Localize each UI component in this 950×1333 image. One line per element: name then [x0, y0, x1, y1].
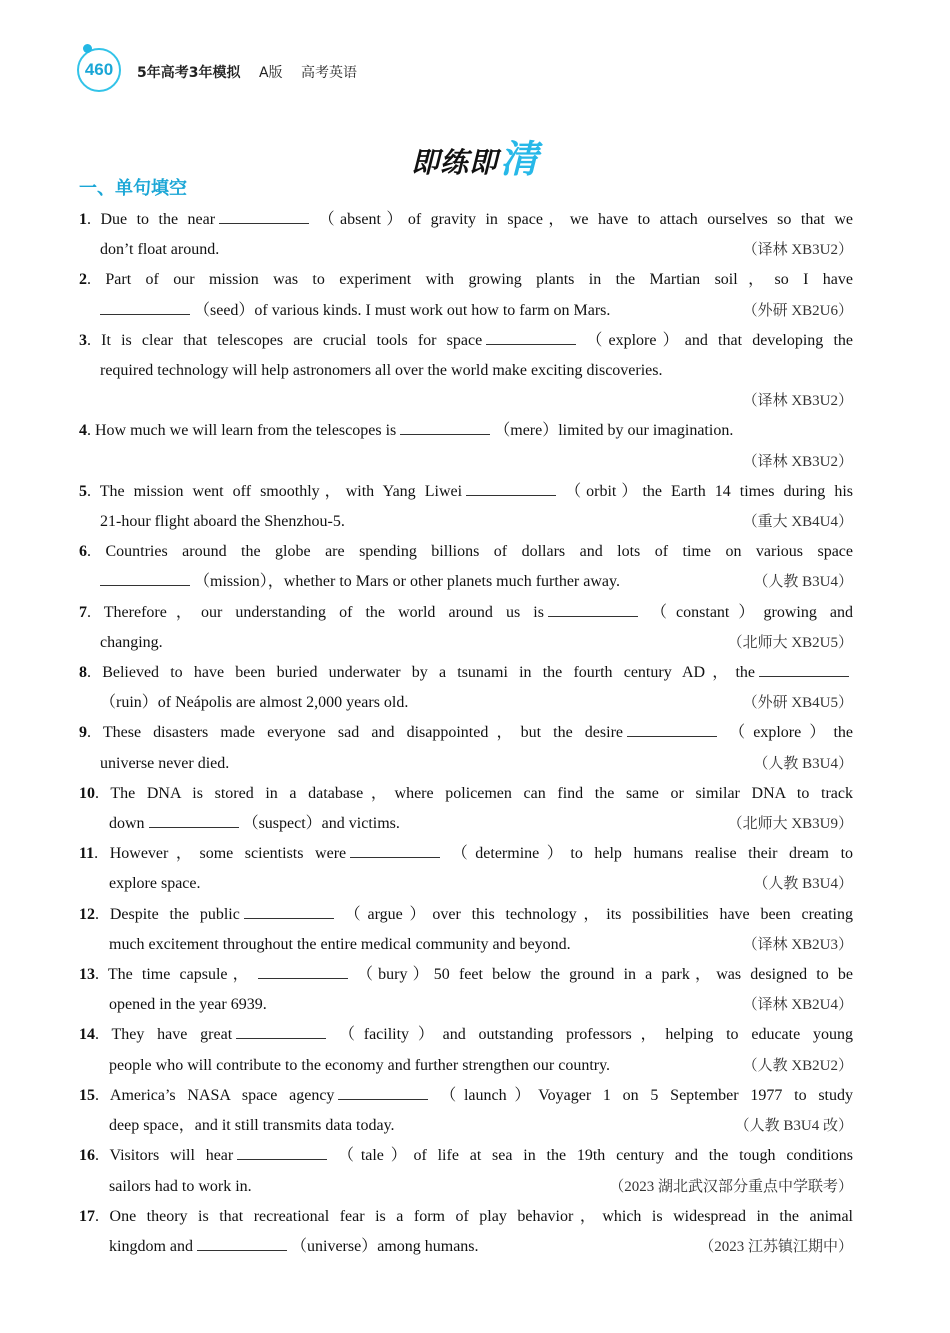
answer-blank[interactable]	[236, 1022, 326, 1039]
question-text: Believed to have been buried underwater by a tsunami in the fourth century AD，the	[102, 664, 756, 682]
answer-blank[interactable]	[759, 660, 849, 677]
question-number: 8	[79, 664, 87, 682]
question-text: opened in the year 6939.	[109, 996, 267, 1014]
question-item: 14. They have great （facility）and outstanding professors，helping to educate young people who will contribute to the economy and further strengthen our country. （人教 XB2U2）	[79, 1020, 853, 1080]
question-text: The time capsule，	[107, 966, 254, 984]
question-item: 5. The mission went off smoothly，with Yang Liwei （orbit）the Earth 14 times during his 21-hour flight aboard the Shenzhou-5. （重大 XB4U4）	[79, 477, 853, 537]
answer-blank[interactable]	[350, 841, 440, 858]
question-hint: （explore）and that developing the	[580, 331, 853, 349]
question-number: 9	[79, 724, 87, 742]
question-hint: （mission），whether to Mars or other planets much further away.	[194, 573, 620, 591]
question-number: 1	[79, 211, 87, 228]
question-item: 3. It is clear that telescopes are crucial tools for space （explore）and that developing the required technology will help astronomers all over the world make exciting discoveries. （译林 XB3U2）	[79, 326, 853, 417]
question-text: Part of our mission was to experiment with growing plants in the Martian soil，so I have	[105, 271, 853, 289]
question-number: 15	[79, 1086, 95, 1104]
question-source: （2023 江苏镇江期中）	[699, 1238, 853, 1255]
answer-blank[interactable]	[219, 207, 309, 224]
section-title-accent: 清	[500, 137, 540, 181]
question-text: Due to the near	[100, 211, 216, 228]
question-list	[79, 205, 853, 1262]
question-source: （人教 XB2U2）	[742, 1057, 853, 1074]
answer-blank[interactable]	[338, 1083, 428, 1100]
answer-blank[interactable]	[237, 1143, 327, 1160]
question-text: deep space，and it still transmits data today.	[109, 1117, 395, 1135]
question-text: explore space.	[109, 875, 201, 893]
question-source: （译林 XB3U2）	[742, 453, 853, 470]
question-number: 5	[79, 482, 87, 500]
question-hint: （seed）of various kinds. I must work out how to farm on Mars.	[194, 301, 611, 319]
question-number: 11	[79, 845, 95, 863]
question-hint: （facility）and outstanding professors，helping to educate young	[330, 1026, 853, 1044]
answer-blank[interactable]	[486, 328, 576, 345]
answer-blank[interactable]	[400, 418, 490, 435]
question-text: One theory is that recreational fear is a form of play behavior，which is widespread in the animal	[109, 1207, 854, 1225]
question-hint: （orbit）the Earth 14 times during his	[560, 482, 853, 500]
answer-blank[interactable]	[197, 1234, 287, 1251]
question-text: universe never died.	[100, 754, 230, 772]
question-text: sailors had to work in.	[109, 1177, 252, 1195]
question-item: 12. Despite the public （argue）over this technology，its possibilities have been creating much excitement throughout the entire medical community and beyond. （译林 XB2U3）	[79, 900, 853, 960]
page-number: 460	[84, 60, 114, 79]
section-title-main: 即练即	[410, 146, 498, 179]
answer-blank[interactable]	[100, 298, 190, 315]
question-number: 12	[79, 905, 95, 923]
question-number: 7	[79, 603, 87, 621]
subject-label: 高考英语	[300, 65, 357, 81]
question-source: （人教 B3U4）	[753, 755, 853, 772]
question-item: 4. How much we will learn from the telescopes is （mere）limited by our imagination. （译林 XB3U2）	[79, 416, 853, 476]
question-source: （译林 XB2U4）	[742, 997, 853, 1014]
badge-dot-icon	[83, 44, 92, 53]
question-item: 11. However，some scientists were （determine）to help humans realise their dream to explore space. （人教 B3U4）	[79, 839, 853, 899]
question-item: 8. Believed to have been buried underwater by a tsunami in the fourth century AD，the （ruin）of Neápolis are almost 2,000 years old. （外研 XB4U5）	[79, 658, 853, 718]
question-text: How much we will learn from the telescopes is	[95, 422, 397, 440]
question-hint: （argue）over this technology，its possibilities have been creating	[337, 905, 853, 923]
page-number-badge	[77, 48, 121, 92]
question-item: 10. The DNA is stored in a database，where policemen can find the same or similar DNA to track down （suspect）and victims. （北师大 XB3U9）	[79, 779, 853, 839]
edition-label: A版	[258, 65, 283, 81]
question-text: However，some scientists were	[109, 845, 347, 863]
question-hint: （bury）50 feet below the ground in a park，was designed to be	[351, 966, 853, 984]
question-text: people who will contribute to the economy and further strengthen our country.	[109, 1056, 611, 1074]
question-number: 2	[79, 271, 87, 289]
question-text: kingdom and	[109, 1237, 193, 1255]
question-hint: （ruin）of Neápolis are almost 2,000 years old.	[100, 694, 409, 712]
question-item: 6. Countries around the globe are spending billions of dollars and lots of time on various space （mission），whether to Mars or other planets much further away. （人教 B3U4）	[79, 537, 853, 597]
question-text: Therefore，our understanding of the world around us is	[103, 603, 544, 621]
answer-blank[interactable]	[244, 902, 334, 919]
question-source: （译林 XB2U3）	[742, 936, 853, 953]
answer-blank[interactable]	[100, 569, 190, 586]
question-text: much excitement throughout the entire medical community and beyond.	[109, 935, 571, 953]
question-hint: （tale）of life at sea in the 19th century and the tough conditions	[331, 1147, 853, 1165]
question-number: 14	[79, 1026, 95, 1044]
question-text: required technology will help astronomers all over the world make exciting discoveries.	[100, 362, 663, 380]
question-item: 13. The time capsule， （bury）50 feet below the ground in a park，was designed to be opened in the year 6939. （译林 XB2U4）	[79, 960, 853, 1020]
question-hint: （mere）limited by our imagination.	[494, 422, 734, 440]
question-hint: （constant）growing and	[641, 603, 853, 621]
question-text: These disasters made everyone sad and disappointed，but the desire	[102, 724, 623, 742]
question-hint: （suspect）and victims.	[242, 815, 400, 833]
question-source: （北师大 XB3U9）	[727, 816, 853, 833]
question-text: The DNA is stored in a database，where policemen can find the same or similar DNA to track	[110, 784, 853, 802]
answer-blank[interactable]	[627, 720, 717, 737]
question-text: 21-hour flight aboard the Shenzhou-5.	[100, 513, 345, 531]
question-text: It is clear that telescopes are crucial tools for space	[101, 331, 483, 349]
question-number: 10	[79, 784, 95, 802]
exercise-heading: 一、单句填空	[79, 178, 187, 199]
question-item: 15. America’s NASA space agency （launch）Voyager 1 on 5 September 1977 to study deep space，and it still transmits data today. （人教 B3U4 改）	[79, 1081, 853, 1141]
question-number: 16	[79, 1147, 95, 1165]
question-source: （外研 XB2U6）	[742, 302, 853, 319]
answer-blank[interactable]	[466, 479, 556, 496]
question-item: 1. Due to the near （absent）of gravity in space，we have to attach ourselves so that we don’t float around. （译林 XB3U2）	[79, 205, 853, 265]
answer-blank[interactable]	[149, 811, 239, 828]
question-item: 2. Part of our mission was to experiment with growing plants in the Martian soil，so I have （seed）of various kinds. I must work out how to farm on Mars. （外研 XB2U6）	[79, 265, 853, 325]
question-text: Despite the public	[109, 905, 240, 923]
question-hint: （absent）of gravity in space，we have to attach ourselves so that we	[313, 211, 853, 228]
question-item: 16. Visitors will hear （tale）of life at sea in the 19th century and the tough conditions sailors had to work in. （2023 湖北武汉部分重点中学联考）	[79, 1141, 853, 1201]
question-item: 9. These disasters made everyone sad and disappointed，but the desire （explore）the universe never died. （人教 B3U4）	[79, 718, 853, 778]
question-number: 4	[79, 422, 87, 440]
question-text: don’t float around.	[100, 241, 220, 259]
question-text: Visitors will hear	[109, 1147, 234, 1165]
question-hint: （explore）the	[721, 724, 853, 742]
question-hint: （determine）to help humans realise their dream to	[444, 845, 854, 863]
question-source: （重大 XB4U4）	[742, 514, 853, 531]
question-text: The mission went off smoothly，with Yang Liwei	[99, 482, 463, 500]
question-text: Countries around the globe are spending billions of dollars and lots of time on various space	[105, 543, 854, 561]
question-source: （人教 B3U4）	[753, 574, 853, 591]
question-hint: （universe）among humans.	[291, 1237, 479, 1255]
question-item: 7. Therefore，our understanding of the world around us is （constant）growing and changing. （北师大 XB2U5）	[79, 598, 853, 658]
question-number: 3	[79, 331, 87, 349]
question-text: They have great	[111, 1026, 233, 1044]
question-number: 6	[79, 543, 87, 561]
question-text: down	[109, 815, 145, 833]
book-title: 5年高考3年模拟	[137, 65, 241, 81]
answer-blank[interactable]	[258, 962, 348, 979]
question-source: （译林 XB3U2）	[742, 393, 853, 410]
question-number: 13	[79, 966, 95, 984]
question-source: （人教 B3U4 改）	[734, 1118, 853, 1135]
question-source: （2023 湖北武汉部分重点中学联考）	[609, 1178, 853, 1195]
question-source: （译林 XB3U2）	[742, 242, 853, 259]
question-source: （外研 XB4U5）	[742, 695, 853, 712]
question-text: America’s NASA space agency	[109, 1086, 335, 1104]
header-text	[137, 62, 357, 82]
answer-blank[interactable]	[548, 600, 638, 617]
question-source: （人教 B3U4）	[753, 876, 853, 893]
question-item: 17. One theory is that recreational fear is a form of play behavior，which is widespread in the animal kingdom and （universe）among humans. （2023 江苏镇江期中）	[79, 1202, 853, 1262]
question-hint: （launch）Voyager 1 on 5 September 1977 to study	[432, 1086, 854, 1104]
question-number: 17	[79, 1207, 95, 1225]
question-source: （北师大 XB2U5）	[727, 634, 853, 651]
question-text: changing.	[100, 633, 163, 651]
